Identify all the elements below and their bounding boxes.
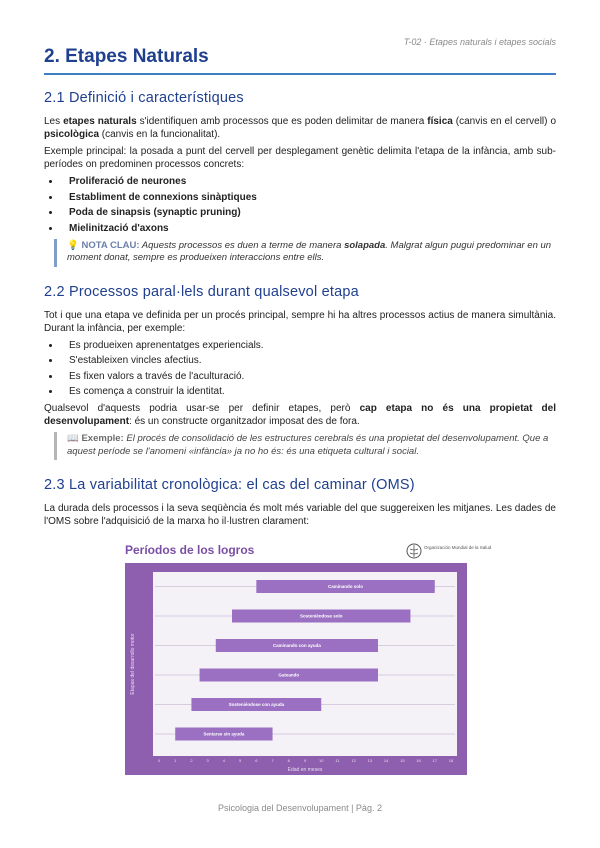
- list-item: • S'estableixen vincles afectius.: [61, 354, 556, 367]
- list-item: • Es comença a construir la identitat.: [61, 385, 556, 398]
- bar-label-1: Sosteniéndose solo: [299, 613, 343, 619]
- process-list: [44, 175, 556, 235]
- who-chart: [121, 540, 541, 780]
- bar-label-3: Gateando: [278, 672, 300, 678]
- paragraph: La durada dels processos i la seva seqüència és molt més variable del que suggereixen les mitjanes. Les dades de l'OMS sobre l'adquisició de la marxa ho il·lustren clarament:: [44, 503, 556, 527]
- x-tick-16: 16: [416, 758, 421, 763]
- list-item: • Es fixen valors a través de l'aculturació.: [61, 370, 556, 383]
- x-tick-4: 4: [222, 758, 226, 763]
- page-title: 2. Etapes Naturals: [44, 46, 209, 67]
- list-item: • Es produeixen aprenentatges experiencials.: [61, 339, 556, 352]
- x-tick-7: 7: [271, 758, 274, 763]
- document-reference: T-02 · Etapes naturals i etapes socials: [403, 37, 556, 47]
- x-tick-18: 18: [448, 758, 454, 763]
- section-heading: 2.1 Definició i característiques: [44, 90, 244, 106]
- section-heading: 2.3 La variabilitat cronològica: el cas del caminar (OMS): [44, 477, 415, 493]
- y-axis-label: Etapas del desarrollo motor: [130, 633, 136, 695]
- title-divider: [44, 73, 556, 75]
- list-item: • Poda de sinapsis (synaptic pruning): [61, 206, 556, 219]
- x-tick-10: 10: [318, 758, 324, 763]
- term-natural-stages: etapes naturals: [63, 116, 137, 127]
- list-item: • Mielinització d'axons: [61, 222, 556, 235]
- x-tick-17: 17: [432, 758, 438, 763]
- bar-label-4: Sosteniéndose con ayuda: [228, 702, 285, 707]
- section-definition: [44, 92, 556, 267]
- who-logo-text: Organización Mundial de la Salud: [424, 545, 492, 550]
- lightbulb-icon: 💡 NOTA CLAU:: [67, 239, 140, 251]
- paragraph: Exemple principal: la posada a punt del cervell per desplegament genètic delimita l'etapa de la infància, amb sub-períodes on predominen processos concrets:: [44, 146, 556, 170]
- x-tick-1: 1: [174, 758, 177, 763]
- x-tick-13: 13: [367, 758, 373, 763]
- bar-label-0: Caminando solo: [328, 584, 364, 589]
- chart-title: Períodos de los logros: [125, 543, 255, 557]
- x-tick-12: 12: [351, 758, 356, 763]
- key-note-callout: 💡 NOTA CLAU: Aquests processos es duen a terme de manera solapada. Malgrat algun pugui predominar en un moment donat, sempre es produeixen interaccions entre ells.: [54, 239, 556, 267]
- x-tick-3: 3: [206, 758, 209, 763]
- page-footer: Psicologia del Desenvolupament | Pàg. 2: [218, 803, 382, 813]
- main-content: [44, 92, 556, 780]
- x-tick-14: 14: [383, 758, 389, 763]
- parallel-list: [44, 339, 556, 399]
- x-tick-6: 6: [255, 758, 258, 763]
- x-tick-5: 5: [238, 758, 242, 763]
- section-heading: 2.2 Processos paral·lels durant qualsevol etapa: [44, 283, 359, 300]
- example-callout: 📖 Exemple: El procés de consolidació de les estructures cerebrals és una propietat del desenvolupament. Que a aquest període se l'anomeni «infància» ja no ho és: és una etiqueta cultural i social.: [54, 432, 556, 460]
- list-item: • Proliferació de neurones: [61, 175, 556, 188]
- section-walking-variability: [44, 479, 556, 780]
- paragraph: Qualsevol d'aquests podria usar-se per definir etapes, però cap etapa no és una propietat del desenvolupament: és un constructe organitzador imposat des de fora.: [44, 403, 556, 427]
- x-tick-8: 8: [287, 758, 290, 763]
- chart-svg: [121, 540, 541, 776]
- paragraph: Les etapes naturals s'identifiquen amb processos que es poden delimitar de manera física (canvis en el cervell) o psicològica (canvis en la funcionalitat).: [44, 116, 557, 140]
- bar-label-2: Caminando con ayuda: [272, 643, 321, 648]
- book-icon: 📖 Exemple:: [67, 433, 124, 444]
- x-tick-15: 15: [400, 758, 405, 763]
- x-tick-11: 11: [335, 758, 340, 763]
- section-parallel-processes: [44, 283, 556, 461]
- x-tick-0: 0: [157, 758, 161, 763]
- list-item: • Establiment de connexions sinàptiques: [61, 191, 556, 204]
- x-tick-2: 2: [190, 758, 193, 763]
- bar-label-5: Sentarse sin ayuda: [203, 731, 245, 737]
- paragraph: Tot i que una etapa ve definida per un procés principal, sempre hi ha altres processos actius de manera simultània. Durant la infància, per exemple:: [44, 309, 556, 334]
- x-axis-label: Edad en meses: [287, 767, 323, 773]
- x-tick-9: 9: [303, 758, 307, 763]
